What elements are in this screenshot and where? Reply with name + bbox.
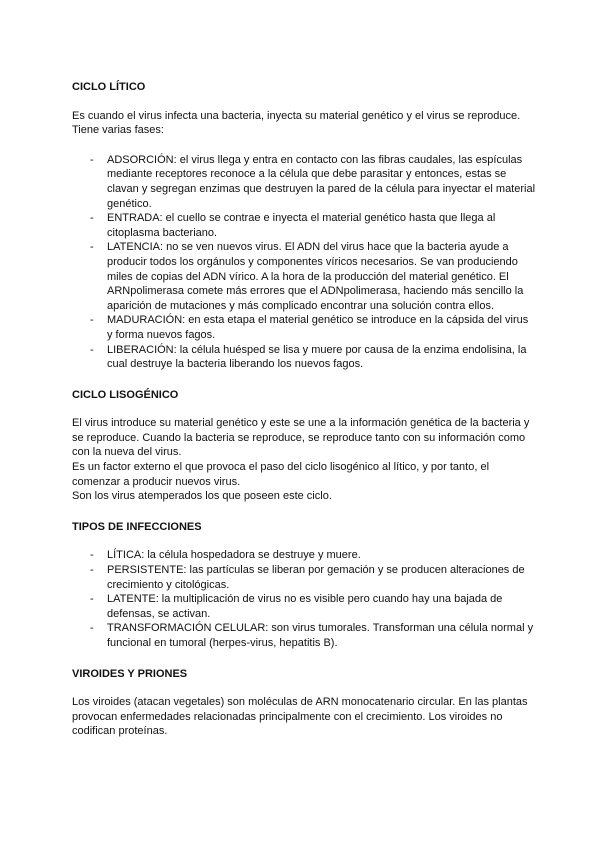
list-item <box>72 592 536 621</box>
bullet-dash: - <box>90 314 94 327</box>
list-fases <box>72 153 536 372</box>
paragraph-lisogenico-2: Es un factor externo el que provoca el paso del ciclo lisogénico al lítico, y por tanto, el comenzar a producir nuevos virus. <box>72 461 490 488</box>
list-item-text: LIBERACIÓN: la célula huésped se lisa y muere por causa de la enzima endolisina, la cual destruye la bacteria liberando los nuevos fagos. <box>107 343 527 371</box>
list-item <box>72 211 536 240</box>
list-item-text: ENTRADA: el cuello se contrae e inyecta el material genético hasta que llega al citoplasma bacteriano. <box>107 212 496 239</box>
list-item-text: ADSORCIÓN: el virus llega y entra en contacto con las fibras caudales, las espículas mediante receptores reconoce a la célula que debe parasitar y entonces, estas se clavan y segregan enzimas que destruyen la pared de la célula para inyectar el material genético. <box>107 153 536 210</box>
list-tipos <box>72 548 536 650</box>
bullet-dash: - <box>90 549 94 562</box>
paragraph-lisogenico-1: El virus introduce su material genético y este se une a la información genética de la bacteria y se reproduce. Cuando la bacteria se reproduce, se reproduce tanto con su información como con la nueva del virus. <box>72 417 530 459</box>
paragraph-viroides: Los viroides (atacan vegetales) son moléculas de ARN monocatenario circular. En las plantas provocan enfermedades relacionadas principalmente con el crecimiento. Los viroides no codifican proteínas. <box>72 696 528 738</box>
list-item-text: MADURACIÓN: en esta etapa el material genético se introduce en la cápsida del virus y forma nuevos fagos. <box>107 314 529 341</box>
paragraph-litico-intro: Es cuando el virus infecta una bacteria, inyecta su material genético y el virus se reproduce. Tiene varias fases: <box>72 109 521 137</box>
list-item-text: LATENCIA: no se ven nuevos virus. El ADN del virus hace que la bacteria ayude a producir todos los orgánulos y componentes víricos necesarios. Se van produciendo miles de copias del ADN vírico. A la hora de la producción del material genético. El ARNpolimerasa comete más errores que el ADNpolimerasa, haciendo más sencillo la aparición de mutaciones y más complicado encontrar una solución contra ellos. <box>107 241 524 312</box>
document-page <box>72 80 536 739</box>
paragraph-lisogenico-3: Son los virus atemperados los que poseen este ciclo. <box>72 490 332 503</box>
bullet-dash: - <box>90 153 94 166</box>
bullet-dash: - <box>90 564 94 577</box>
bullet-dash: - <box>90 593 94 606</box>
list-item <box>72 313 536 342</box>
list-item-text: TRANSFORMACIÓN CELULAR: son virus tumorales. Transforman una célula normal y funcional en tumoral (herpes-virus, hepatitis B). <box>107 622 534 649</box>
section-title-ciclo-lisogenico: CICLO LISOGÉNICO <box>72 388 179 401</box>
section-title-viroides-priones: VIROIDES Y PRIONES <box>72 667 188 680</box>
list-item <box>72 621 536 650</box>
section-title-ciclo-litico: CICLO LÍTICO <box>72 81 146 93</box>
list-item <box>72 563 536 592</box>
bullet-dash: - <box>90 212 94 225</box>
section-title-tipos-infecciones: TIPOS DE INFECCIONES <box>72 520 202 533</box>
list-item <box>72 153 536 211</box>
list-item <box>72 343 536 372</box>
list-item <box>72 548 536 563</box>
bullet-dash: - <box>90 241 94 254</box>
bullet-dash: - <box>90 622 94 635</box>
list-item-text: LATENTE: la multiplicación de virus no es visible pero cuando hay una bajada de defensas, se activan. <box>107 593 503 620</box>
list-item <box>72 240 536 313</box>
bullet-dash: - <box>90 343 94 356</box>
list-item-text: PERSISTENTE: las partículas se liberan por gemación y se producen alteraciones de crecimiento y citológicas. <box>107 564 525 591</box>
list-item-text: LÍTICA: la célula hospedadora se destruye y muere. <box>107 549 361 562</box>
